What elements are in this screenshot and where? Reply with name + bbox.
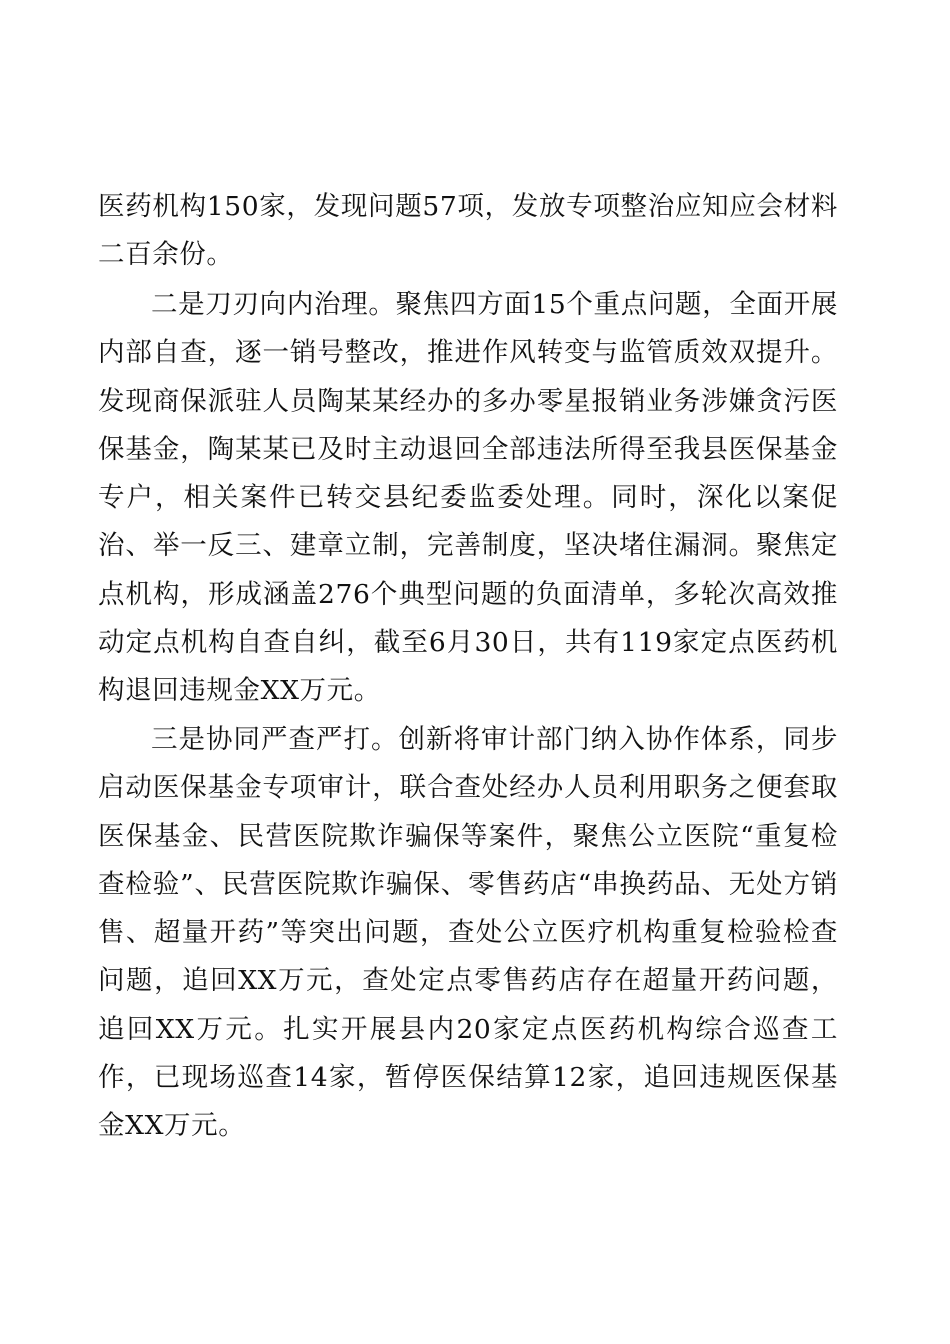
paragraph-continuation	[98, 183, 838, 280]
paragraph-text: 医药机构150家，发现问题57项，发放专项整治应知应会材料二百余份。	[98, 191, 838, 271]
paragraph-text: 三是协同严查严打。创新将审计部门纳入协作体系，同步启动医保基金专项审计，联合查处经办人员利用职务之便套取医保基金、民营医院欺诈骗保等案件，聚焦公立医院“重复检查检验”、民营医院欺诈骗保、零售药店“串换药品、无处方销售、超量开药”等突出问题，查处公立医疗机构重复检验检查问题，追回XX万元，查处定点零售药店存在超量开药问题，追回XX万元。扎实开展县内20家定点医药机构综合巡查工作，已现场巡查14家，暂停医保结算12家，追回违规医保基金XX万元。	[98, 724, 838, 1142]
paragraph-internal-governance	[98, 281, 838, 716]
paragraph-text: 二是刀刃向内治理。聚焦四方面15个重点问题，全面开展内部自查，逐一销号整改，推进作风转变与监管质效双提升。发现商保派驻人员陶某某经办的多办零星报销业务涉嫌贪污医保基金，陶某某已及时主动退回全部违法所得至我县医保基金专户，相关案件已转交县纪委监委处理。同时，深化以案促治、举一反三、建章立制，完善制度，坚决堵住漏洞。聚焦定点机构，形成涵盖276个典型问题的负面清单，多轮次高效推动定点机构自查自纠，截至6月30日，共有119家定点医药机构退回违规金XX万元。	[98, 289, 838, 707]
paragraph-joint-inspection	[98, 716, 838, 1151]
